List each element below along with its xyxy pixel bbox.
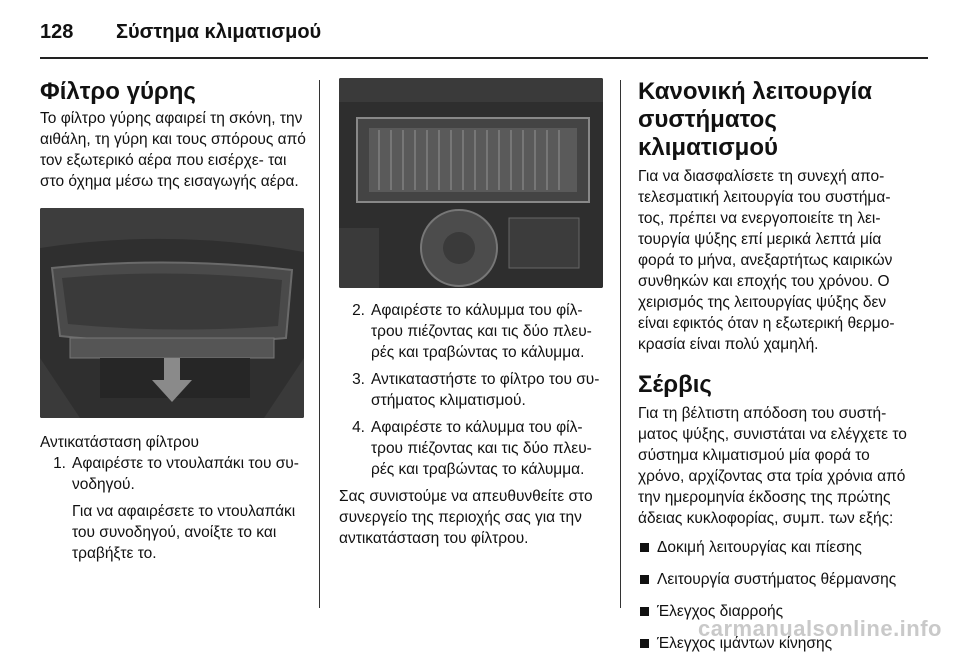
column-left: [40, 72, 306, 564]
section-heading-normal-operation: Κανονική λειτουργία συστήματος κλιματισμού: [638, 78, 872, 161]
filter-housing-illustration-svg: [339, 78, 603, 288]
step-1-text: Αφαιρέστε το ντουλαπάκι του συ- νοδηγού.: [72, 455, 299, 493]
step-4: [339, 417, 605, 480]
step-1: [40, 453, 306, 495]
step-3-number: 3.: [352, 371, 365, 388]
service-paragraph: Για τη βέλτιστη απόδοση του συστή- ματος ψύξης, συνιστάται να ελέγχετε το σύστημα κλιματισμού μία φορά το χρόνο, αρχίζοντας στα τρία χρόνια από την ημερομηνία έκδοσης της πρώτης άδειας κυκλοφορίας, συμπ. των εξής:: [638, 405, 907, 527]
page-number: 128: [40, 20, 74, 43]
list-item-text: Έλεγχος διαρροής: [657, 603, 784, 620]
step-4-text: Αφαιρέστε το κάλυμμα του φίλ- τρου πιέζοντας και τις δύο πλευ- ρές και τραβώντας το κάλυμμα.: [371, 419, 592, 478]
workshop-note: Σας συνιστούμε να απευθυνθείτε στο συνεργείο της περιοχής σας για την αντικατάσταση του φίλτρου.: [339, 488, 593, 547]
column-right: [638, 72, 910, 665]
subheading-filter-replacement: Αντικατάσταση φίλτρου: [40, 434, 199, 451]
glovebox-illustration-svg: [40, 208, 304, 418]
list-item-text: Έλεγχος ιμάντων κίνησης: [657, 635, 833, 652]
watermark: carmanualsonline.info: [698, 616, 942, 641]
step-2-number: 2.: [352, 302, 365, 319]
column-divider-1: [319, 80, 320, 608]
list-item: [638, 569, 910, 590]
section-heading-pollen-filter: Φίλτρο γύρης: [40, 78, 196, 105]
column-divider-2: [620, 80, 621, 608]
list-item-text: Λειτουργία συστήματος θέρμανσης: [657, 571, 897, 588]
step-2-text: Αφαιρέστε το κάλυμμα του φίλ- τρου πιέζοντας και τις δύο πλευ- ρές και τραβώντας το κάλυμμα.: [371, 302, 592, 361]
step-3: [339, 369, 605, 411]
replacement-steps: [339, 300, 605, 480]
bullet-square-icon: [640, 639, 649, 648]
step-1-number: 1.: [53, 455, 66, 472]
bullet-square-icon: [640, 575, 649, 584]
glovebox-illustration: [40, 208, 304, 418]
bullet-square-icon: [640, 607, 649, 616]
step-3-text: Αντικαταστήστε το φίλτρο του συ- στήματος κλιματισμού.: [371, 371, 600, 409]
filter-housing-illustration: [339, 78, 603, 288]
section-heading-service: Σέρβις: [638, 371, 712, 398]
intro-paragraph: Το φίλτρο γύρης αφαιρεί τη σκόνη, την αιθάλη, τη γύρη και τους σπόρους από τον εξωτερικό αέρα που εισέρχε- ται στο όχημα μέσω της εισαγωγής αέρα.: [40, 110, 306, 190]
column-middle: [339, 72, 605, 549]
step-1-detail: [40, 501, 306, 564]
list-item-text: Δοκιμή λειτουργίας και πίεσης: [657, 539, 862, 556]
running-title: Σύστημα κλιματισμού: [116, 20, 322, 43]
list-item: [638, 537, 910, 558]
step-4-number: 4.: [352, 419, 365, 436]
page-header: [40, 20, 321, 44]
bullet-square-icon: [640, 543, 649, 552]
step-2: [339, 300, 605, 363]
header-rule: [40, 57, 928, 59]
step-1-extra-text: Για να αφαιρέσετε το ντουλαπάκι του συνοδηγού, ανοίξτε το και τραβήξτε το.: [72, 503, 296, 562]
operation-paragraph: Για να διασφαλίσετε τη συνεχή απο- τελεσματική λειτουργία του συστήμα- τος, πρέπει να ενεργοποιείτε τη λει- τουργία ψύξης επί μερικά λεπτά μία φορά το μήνα, ανεξαρτήτως καιρικών συνθηκών και εποχής του χρόνου. Ο χειρισμός της λειτουργίας ψύξης δεν είναι εφικτός όταν η εξωτερική θερμο- κρασία είναι πολύ χαμηλή.: [638, 168, 895, 353]
